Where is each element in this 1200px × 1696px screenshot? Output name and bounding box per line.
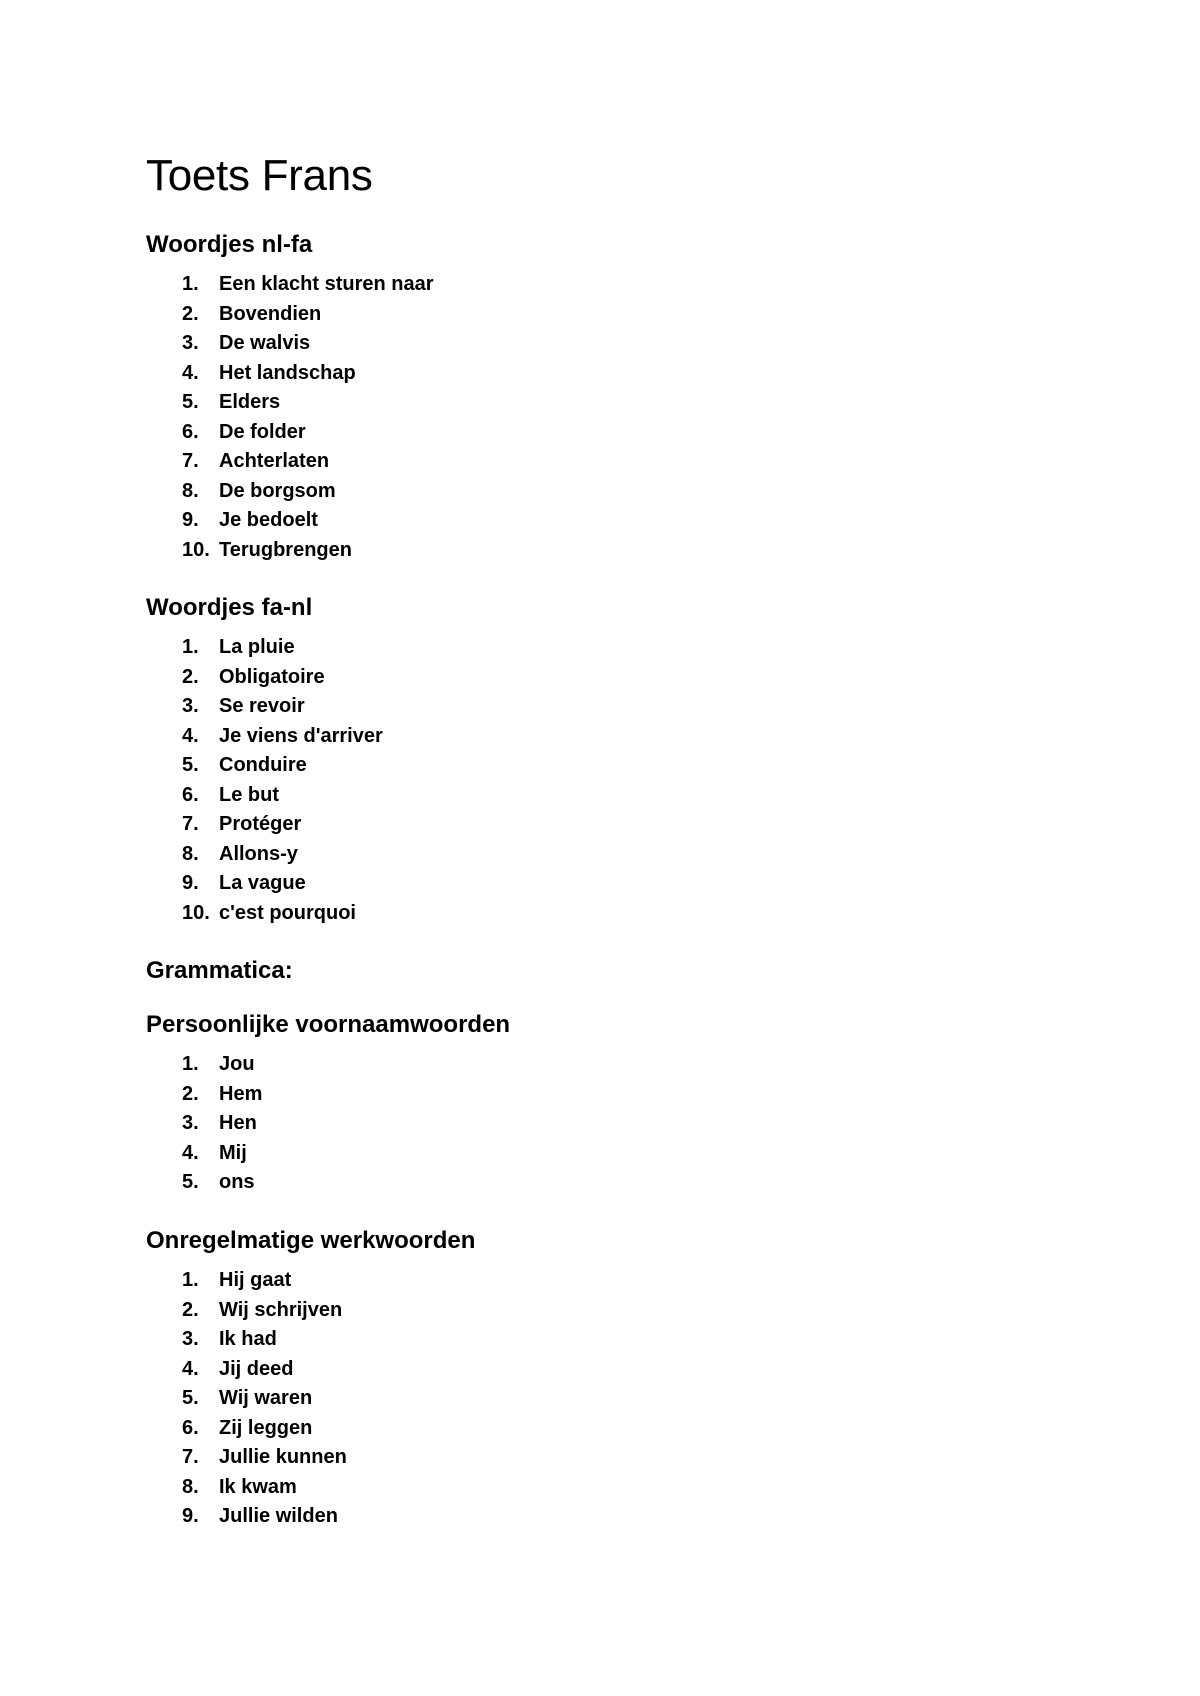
section-persoonlijke-voornaamwoorden <box>146 1008 1046 1198</box>
numbered-list <box>146 633 1046 928</box>
list-item-text: Elders <box>219 391 281 413</box>
section-heading: Grammatica: <box>146 957 293 984</box>
section-grammatica <box>146 954 1046 988</box>
list-item-number: 8. <box>182 1475 199 1498</box>
list-item-number: 1. <box>182 273 199 295</box>
section-heading: Persoonlijke voornaamwoorden <box>146 1011 511 1038</box>
list-item-text: Terugbrengen <box>219 538 352 561</box>
list-item <box>146 447 1046 477</box>
list-item-text: Bovendien <box>219 302 322 325</box>
list-item-text: Hen <box>219 1112 257 1134</box>
list-item <box>146 1080 1046 1110</box>
section-onregelmatige-werkwoorden <box>146 1224 1046 1532</box>
list-item <box>146 1325 1046 1355</box>
list-item-text: Le but <box>219 783 279 806</box>
list-item-text: Jullie kunnen <box>219 1446 347 1468</box>
list-item-number: 9. <box>182 509 199 531</box>
list-item-number: 8. <box>182 479 199 502</box>
list-item-number: 7. <box>182 813 199 835</box>
list-item <box>146 1266 1046 1296</box>
list-item-number: 2. <box>182 665 199 688</box>
list-item <box>146 751 1046 781</box>
list-item <box>146 418 1046 448</box>
list-item-number: 5. <box>182 1387 199 1409</box>
list-item <box>146 899 1046 929</box>
list-item-text: Obligatoire <box>219 665 325 688</box>
list-item-number: 7. <box>182 1446 199 1468</box>
list-item-number: 9. <box>182 872 199 894</box>
numbered-list <box>146 270 1046 565</box>
list-item-number: 5. <box>182 754 199 776</box>
list-item-number: 2. <box>182 1082 199 1105</box>
list-item <box>146 270 1046 300</box>
list-item <box>146 840 1046 870</box>
list-item-number: 5. <box>182 391 199 413</box>
list-item <box>146 869 1046 899</box>
list-item <box>146 300 1046 330</box>
list-item <box>146 1050 1046 1080</box>
list-item-text: Je bedoelt <box>219 509 318 531</box>
list-item-number: 4. <box>182 361 199 384</box>
list-item <box>146 722 1046 752</box>
list-item-text: Een klacht sturen naar <box>219 273 434 295</box>
list-item-number: 2. <box>182 1298 199 1321</box>
list-item <box>146 1414 1046 1444</box>
list-item-number: 4. <box>182 1357 199 1380</box>
document-title: Toets Frans <box>146 151 373 200</box>
section-woordjes-fa-nl <box>146 591 1046 928</box>
list-item-number: 6. <box>182 783 199 806</box>
list-item-number: 7. <box>182 450 199 472</box>
list-item-number: 9. <box>182 1505 199 1527</box>
list-item-text: Achterlaten <box>219 450 330 472</box>
section-heading: Onregelmatige werkwoorden <box>146 1227 476 1254</box>
list-item-text: c'est pourquoi <box>219 901 356 924</box>
list-item <box>146 1139 1046 1169</box>
list-item-number: 10. <box>182 901 210 924</box>
section-heading: Woordjes fa-nl <box>146 594 313 621</box>
list-item-number: 3. <box>182 695 199 717</box>
list-item <box>146 692 1046 722</box>
list-item-text: La vague <box>219 872 306 894</box>
list-item-text: De walvis <box>219 332 311 354</box>
list-item-number: 8. <box>182 842 199 865</box>
list-item-number: 3. <box>182 1112 199 1134</box>
list-item-text: Wij waren <box>219 1387 313 1409</box>
section-woordjes-nl-fa <box>146 228 1046 565</box>
list-item-text: ons <box>219 1171 255 1193</box>
list-item-text: Se revoir <box>219 695 305 717</box>
list-item <box>146 781 1046 811</box>
list-item <box>146 810 1046 840</box>
list-item-number: 1. <box>182 636 199 658</box>
numbered-list <box>146 1266 1046 1532</box>
list-item-number: 4. <box>182 724 199 747</box>
numbered-list <box>146 1050 1046 1198</box>
list-item <box>146 359 1046 389</box>
list-item-number: 6. <box>182 420 199 443</box>
list-item-number: 5. <box>182 1171 199 1193</box>
list-item-text: Conduire <box>219 754 307 776</box>
list-item <box>146 477 1046 507</box>
list-item <box>146 1384 1046 1414</box>
list-item <box>146 536 1046 566</box>
list-item-number: 3. <box>182 332 199 354</box>
list-item-number: 2. <box>182 302 199 325</box>
list-item-text: Jij deed <box>219 1357 294 1380</box>
list-item-number: 10. <box>182 538 210 561</box>
list-item <box>146 1502 1046 1532</box>
list-item-text: Hem <box>219 1082 263 1105</box>
list-item-text: Jullie wilden <box>219 1505 338 1527</box>
list-item-number: 6. <box>182 1416 199 1439</box>
list-item <box>146 506 1046 536</box>
list-item-text: De folder <box>219 420 306 443</box>
list-item-text: Mij <box>219 1141 247 1164</box>
list-item <box>146 1443 1046 1473</box>
list-item <box>146 1473 1046 1503</box>
list-item-number: 4. <box>182 1141 199 1164</box>
list-item-text: Allons-y <box>219 842 298 865</box>
list-item-number: 1. <box>182 1269 199 1291</box>
list-item-text: Het landschap <box>219 361 356 384</box>
list-item <box>146 1109 1046 1139</box>
list-item-number: 1. <box>182 1053 199 1075</box>
section-heading: Woordjes nl-fa <box>146 231 313 258</box>
list-item <box>146 1168 1046 1198</box>
list-item-text: Zij leggen <box>219 1416 313 1439</box>
list-item-number: 3. <box>182 1328 199 1350</box>
list-item-text: Jou <box>219 1053 255 1075</box>
list-item <box>146 388 1046 418</box>
list-item-text: Je viens d'arriver <box>219 724 383 747</box>
list-item <box>146 633 1046 663</box>
list-item <box>146 1355 1046 1385</box>
list-item-text: De borgsom <box>219 479 336 502</box>
list-item-text: Ik kwam <box>219 1475 297 1498</box>
list-item-text: Protéger <box>219 813 302 835</box>
list-item-text: Wij schrijven <box>219 1298 343 1321</box>
list-item <box>146 663 1046 693</box>
list-item <box>146 329 1046 359</box>
list-item-text: Ik had <box>219 1328 277 1350</box>
list-item-text: Hij gaat <box>219 1269 292 1291</box>
list-item <box>146 1296 1046 1326</box>
list-item-text: La pluie <box>219 636 295 658</box>
